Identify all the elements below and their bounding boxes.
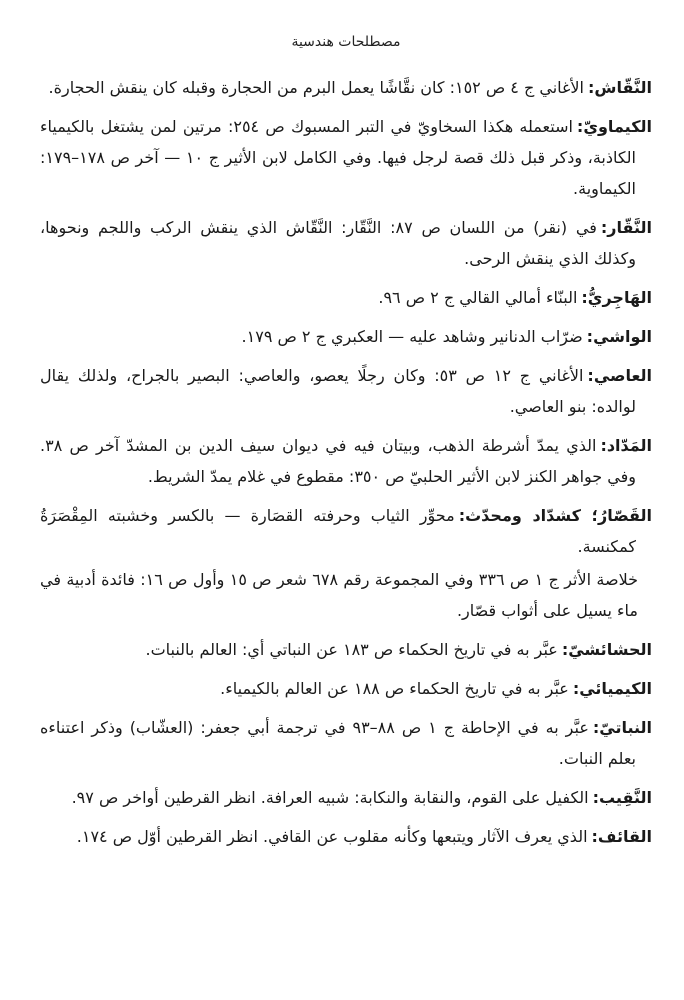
entry	[40, 282, 652, 313]
entry-term: النَّقّاش:	[587, 78, 652, 97]
entry-term: الكيميائي:	[572, 679, 652, 698]
entry-term: النَّقِيب:	[592, 788, 652, 807]
page-header: مصطلحات هندسية	[291, 34, 401, 50]
entry	[40, 212, 652, 274]
entry-text: عبَّر به في تاريخ الحكماء ص ١٨٣ عن النباتي أي: العالم بالنبات.	[145, 640, 558, 659]
entry	[40, 634, 652, 665]
entry-text: ضرّاب الدنانير وشاهد عليه — العكبري ج ٢ ص ١٧٩.	[241, 327, 583, 346]
entry	[40, 673, 652, 704]
entry-term: النَّقّار:	[600, 218, 653, 237]
entry-continuation: خلاصة الأثر ج ١ ص ٣٣٦ وفي المجموعة رقم ٦٧٨ شعر ص ١٥ وأول ص ١٦: فائدة أدبية في ماء يسيل على أثواب قصّار.	[40, 570, 639, 620]
entry	[40, 712, 652, 774]
entry-term: الكيماويّ:	[576, 117, 652, 136]
entry	[40, 500, 652, 562]
entry	[40, 321, 652, 352]
entry-term: الواشي:	[586, 327, 652, 346]
entry-term: الهَاجِريُّ:	[581, 288, 652, 307]
entry-text: استعمله هكذا السخاويّ في التبر المسبوك ص ٢٥٤: مرتين لمن يشتغل بالكيمياء الكاذبة، وذكر قبل ذلك قصة لرجل فيها. وفي الكامل لابن الأثير ج ١٠ — آخر ص ١٧٨–١٧٩: الكيماوية.	[40, 117, 637, 198]
entry	[40, 430, 652, 492]
entry-text: البنّاء أمالي القالي ج ٢ ص ٩٦.	[378, 288, 578, 307]
entry-text: في (نقر) من اللسان ص ٨٧: النَّقّار: النَّقّاش الذي ينقش الركب واللجم ونحوها، وكذلك الذي ينقش الرحى.	[40, 218, 636, 268]
entry-term: النباتيّ:	[592, 718, 653, 737]
entry-term: الحشائشيّ:	[561, 640, 652, 659]
entry-text: محوِّر الثياب وحرفته القصَارة — بالكسر وخشبته المِقْصَرَةُ كمكنسة.	[40, 506, 636, 556]
entry-text: الكفيل على القوم، والنقابة والنكابة: شبيه العرافة. انظر القرطين أواخر ص ٩٧.	[71, 788, 589, 807]
entry-text: الذي يمدّ أشرطة الذهب، وبيتان فيه في ديوان سيف الدين بن المشدّ آخر ص ٣٨. وفي جواهر الكنز لابن الأثير الحلبيّ ص ٣٥٠: مقطوع في غلام يمدّ الشريط.	[40, 436, 636, 486]
entry-text: الذي يعرف الآثار ويتبعها وكأنه مقلوب عن القافي. انظر القرطين أوّل ص ١٧٤.	[76, 827, 588, 846]
entry	[40, 360, 652, 422]
entry-term: العاصي:	[587, 366, 652, 385]
entry	[40, 782, 652, 813]
entry-text: عبَّر به في تاريخ الحكماء ص ١٨٨ عن العالم بالكيمياء.	[220, 679, 569, 698]
entry-text: الأغاني ج ٤ ص ١٥٢: كان نقَّاشًا يعمل البرم من الحجارة وقبله كان ينقش الحجارة.	[48, 78, 584, 97]
entry-text: الأغاني ج ١٢ ص ٥٣: وكان رجلًا يعصو، والعاصي: البصير بالجراح، ولذلك يقال لوالده: بنو العاصي.	[40, 366, 636, 416]
entry-text: عبَّر به في الإحاطة ج ١ ص ٨٨–٩٣ في ترجمة أبي جعفر: (العشّاب) وذكر اعتناءه بعلم النبات.	[40, 718, 636, 768]
entry	[40, 821, 652, 852]
entry	[40, 111, 652, 204]
entry-term: القَصّارُ؛ كشدّاد ومحدّث:	[458, 506, 653, 525]
entry-term: القائف:	[591, 827, 652, 846]
entry-term: المَدّاد:	[600, 436, 652, 455]
entry	[40, 72, 652, 103]
